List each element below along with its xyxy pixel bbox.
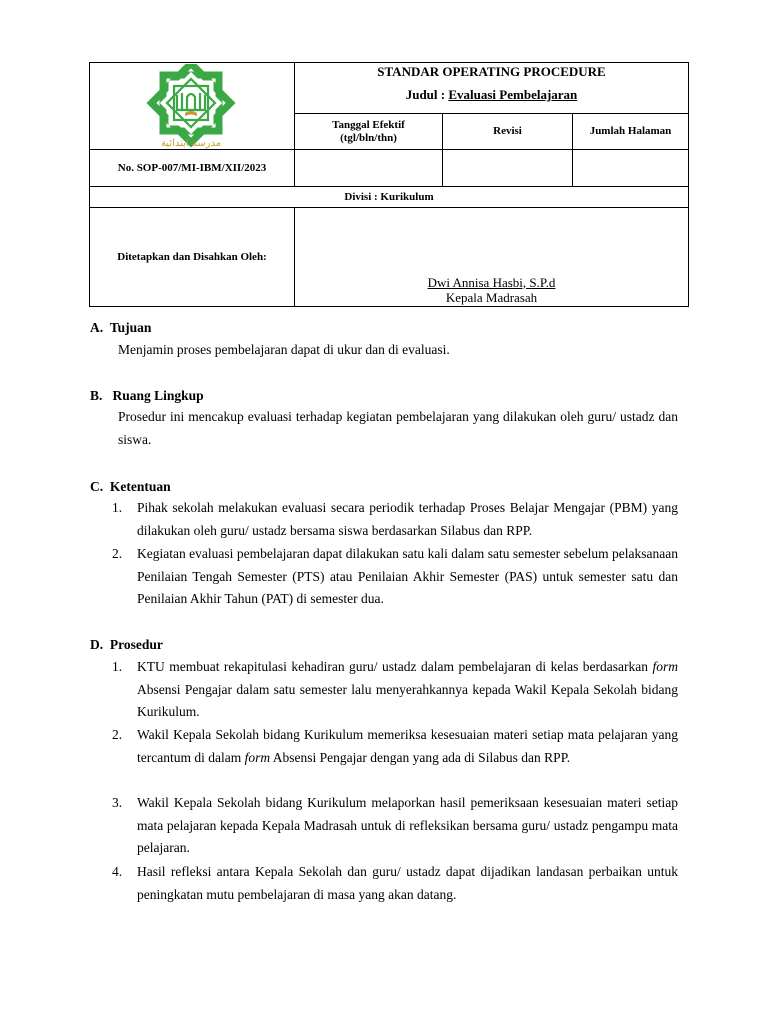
- school-logo-icon: [143, 64, 239, 150]
- divisi-label: Divisi : Kurikulum: [344, 190, 434, 203]
- section-d-heading: D. Prosedur: [90, 637, 163, 652]
- section-b-heading: B. Ruang Lingkup: [90, 388, 204, 403]
- signer-title: Kepala Madrasah: [445, 289, 538, 305]
- list-item: 2. Wakil Kepala Sekolah bidang Kurikulum memeriksa kesesuaian materi setiap mata pelajaran yang tercantum di dalam form Absensi Pengajar dengan yang ada di Silabus dan RPP.: [112, 727, 678, 765]
- section-c-heading: C. Ketentuan: [90, 479, 171, 494]
- sop-judul: [295, 84, 688, 104]
- sop-header-table: [89, 62, 689, 307]
- list-item: 3. Wakil Kepala Sekolah bidang Kurikulum melaporkan hasil pemeriksaan kesesuaian materi setiap mata pelajaran kepada Kepala Madrasah untuk di refleksikan bersama guru/ ustadz pengampu mata pelajaran.: [112, 795, 678, 856]
- section-a-heading: A. Tujuan: [90, 320, 152, 335]
- judul-value: Evaluasi Pembelajaran: [448, 86, 578, 102]
- list-item: 1. KTU membuat rekapitulasi kehadiran guru/ ustadz dalam pembelajaran di kelas berdasarkan form Absensi Pengajar dalam satu semester lalu menyerahkannya kepada Wakil Kepala Sekolah bidang Kurikulum.: [112, 659, 678, 720]
- list-item: 1. Pihak sekolah melakukan evaluasi secara periodik terhadap Proses Belajar Mengajar (PBM) yang dilakukan oleh guru/ ustadz bersama siswa berdasarkan Silabus dan RPP.: [112, 500, 678, 538]
- jumlah-halaman-label: Jumlah Halaman: [589, 125, 672, 137]
- judul-label: Judul :: [405, 86, 449, 102]
- sop-title: STANDAR OPERATING PROCEDURE: [377, 63, 606, 79]
- signer-name: Dwi Annisa Hasbi, S.P.d: [427, 274, 556, 290]
- section-a-text: Menjamin proses pembelajaran dapat di ukur dan di evaluasi.: [118, 342, 450, 357]
- tanggal-efektif-label: Tanggal Efektif (tgl/bln/thn): [332, 118, 405, 144]
- sop-number: No. SOP-007/MI-IBM/XII/2023: [117, 161, 267, 174]
- school-logo: [143, 64, 239, 150]
- list-item: 2. Kegiatan evaluasi pembelajaran dapat dilakukan satu kali dalam satu semester sebelum pelaksanaan Penilaian Tengah Semester (PTS) atau Penilaian Akhir Semester (PAS) untuk semester satu dan Penilaian Akhir Tahun (PAT) di semester dua.: [112, 546, 678, 607]
- section-b-text: Prosedur ini mencakup evaluasi terhadap kegiatan pembelajaran yang dilakukan oleh guru/ ustadz dan siswa.: [118, 409, 678, 447]
- svg-text:ﻣﺪﺭﺳﺔ ﺍﺑﺘﺪﺍﺋﻴﺔ: ﻣﺪﺭﺳﺔ ﺍﺑﺘﺪﺍﺋﻴﺔ: [160, 138, 222, 149]
- revisi-label: Revisi: [493, 125, 522, 137]
- list-item: 4. Hasil refleksi antara Kepala Sekolah dan guru/ ustadz dapat dijadikan landasan perbaikan untuk peningkatan mutu pembelajaran di masa yang akan datang.: [112, 864, 678, 902]
- ditetapkan-label: Ditetapkan dan Disahkan Oleh:: [117, 250, 267, 263]
